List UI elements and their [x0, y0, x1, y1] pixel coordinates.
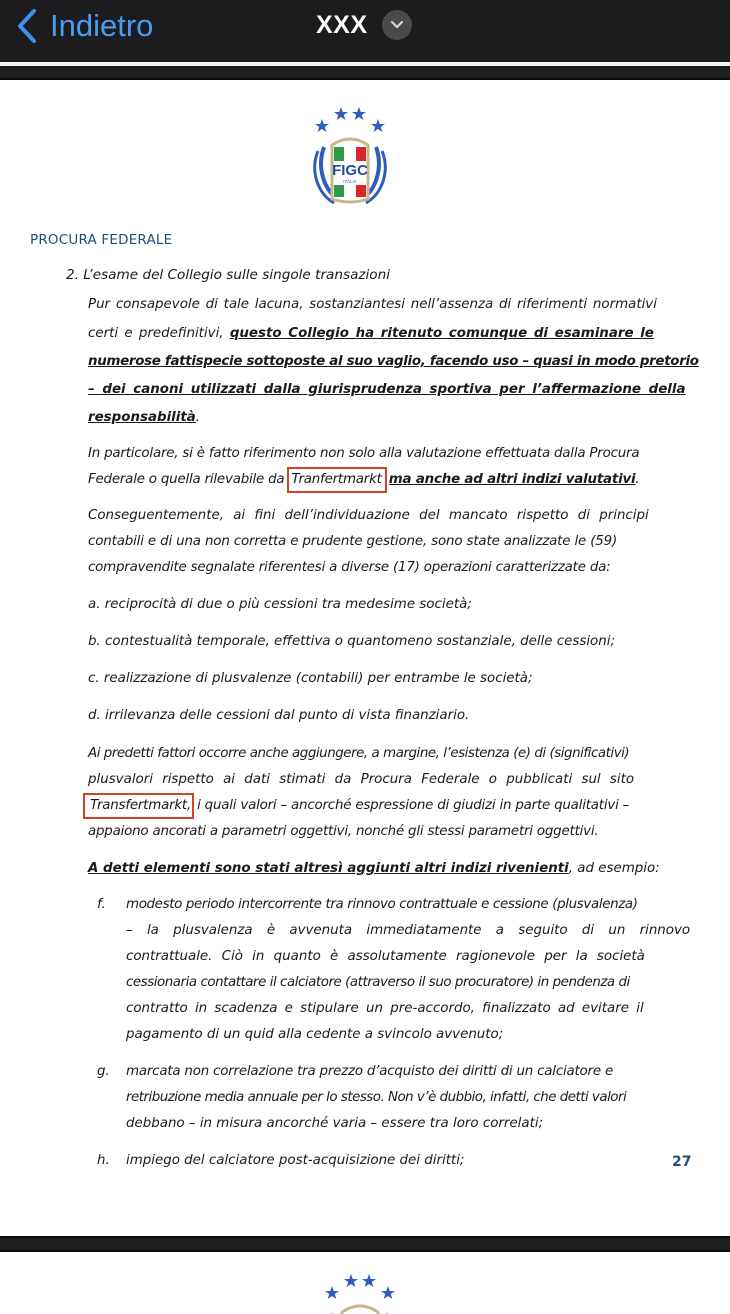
text: , ad esempio: — [568, 861, 660, 876]
highlighted-term: Tranfertmarkt — [291, 472, 382, 487]
list-item — [88, 633, 615, 651]
highlight-wrap — [88, 797, 193, 815]
document-title: XXX — [316, 10, 368, 39]
list-line: – la plusvalenza è avvenuta immediatamente a seguito di un rinnovo — [126, 923, 691, 938]
underlined-text: ma anche ad altri indizi valutativi — [388, 472, 636, 487]
list-item — [88, 596, 472, 614]
paragraph-line: compravendite segnalate riferentesi a diverse (17) operazioni caratterizzate da: — [88, 560, 611, 575]
title-menu-button[interactable] — [382, 10, 412, 40]
underlined-text: – dei canoni utilizzati dalla giurisprudenza sportiva per l’affermazione della — [88, 382, 686, 397]
paragraph-line — [88, 471, 639, 489]
text: Federale o quella rilevabile da — [88, 472, 285, 487]
back-button[interactable] — [16, 4, 153, 48]
paragraph-line — [88, 409, 200, 427]
figc-logo — [312, 95, 388, 207]
stars-icon — [325, 1274, 395, 1299]
underlined-text: numerose fattispecie sottoposte al suo vaglio, facendo uso – quasi in modo pretorio — [88, 354, 699, 369]
section-header: PROCURA FEDERALE — [30, 232, 173, 248]
highlight-wrap — [289, 471, 385, 489]
text: . — [635, 472, 640, 487]
page-gap — [0, 1236, 730, 1252]
list-line: pagamento di un quid alla cedente a svincolo avvenuto; — [126, 1027, 504, 1042]
paragraph-line: Pur consapevole di tale lacuna, sostanziantesi nell’assenza di riferimenti normativi — [88, 297, 657, 312]
title-group[interactable] — [316, 6, 412, 44]
chevron-left-icon — [16, 8, 38, 44]
navigation-bar — [0, 0, 730, 62]
paragraph-line: In particolare, si è fatto riferimento non solo alla valutazione effettuata dalla Procura — [88, 446, 640, 461]
underlined-text: responsabilità — [88, 410, 196, 425]
list-text: contestualità temporale, effettiva o quantomeno sostanziale, delle cessioni; — [105, 634, 615, 649]
list-marker: a. — [88, 597, 101, 612]
list-line: retribuzione media annuale per lo stesso. Non v’è dubbio, infatti, che detti valori — [126, 1090, 627, 1105]
text: i quali valori – ancorché espressione di giudizi in parte qualitativi – — [197, 798, 630, 813]
text: . — [195, 410, 201, 425]
underlined-text: A detti elementi sono stati altresì aggiunti altri indizi rivenienti — [88, 861, 569, 876]
figc-logo — [312, 1262, 408, 1314]
section-heading: 2. L’esame del Collegio sulle singole transazioni — [66, 267, 391, 283]
page-number: 27 — [672, 1154, 692, 1170]
list-line: impiego del calciatore post-acquisizione dei diritti; — [126, 1153, 465, 1168]
list-item — [88, 707, 469, 725]
text: certi e predefinitivi, — [88, 326, 224, 341]
logo-subtext: ITALIA — [343, 179, 357, 184]
paragraph-line: contabili e di una non corretta e prudente gestione, sono state analizzate le (59) — [88, 534, 618, 549]
list-marker: b. — [88, 634, 101, 649]
list-text: reciprocità di due o più cessioni tra medesime società; — [104, 597, 472, 612]
list-marker: h. — [97, 1153, 110, 1168]
list-line: contratto in scadenza e stipulare un pre-accordo, finalizzato ad evitare il — [126, 1001, 644, 1016]
paragraph-line — [88, 797, 629, 815]
paragraph-line — [88, 325, 654, 343]
underlined-text: questo Collegio ha ritenuto comunque di esaminare le — [229, 326, 654, 341]
highlighted-term: Transfertmarkt, — [90, 798, 192, 813]
paragraph-line: Ai predetti fattori occorre anche aggiungere, a margine, l’esistenza (e) di (significativi) — [88, 746, 630, 761]
next-document-page[interactable] — [0, 1252, 730, 1314]
list-text: realizzazione di plusvalenze (contabili) per entrambe le società; — [103, 671, 533, 686]
list-item — [88, 670, 533, 688]
chevron-down-icon — [390, 20, 404, 30]
paragraph-line — [88, 860, 660, 878]
list-line: cessionaria contattare il calciatore (attraverso il suo procuratore) in pendenza di — [126, 975, 630, 990]
document-page[interactable] — [0, 81, 730, 1236]
list-line: debbano – in misura ancorché varia – essere tra loro correlati; — [126, 1116, 544, 1131]
list-line: marcata non correlazione tra prezzo d’acquisto dei diritti di un calciatore e — [126, 1064, 613, 1079]
back-label: Indietro — [50, 8, 154, 43]
list-marker: d. — [88, 708, 101, 723]
list-line: modesto periodo intercorrente tra rinnovo contrattuale e cessione (plusvalenza) — [126, 897, 638, 912]
list-line: contrattuale. Ciò in quanto è assolutamente ragionevole per la società — [126, 949, 645, 964]
page-gap — [0, 66, 730, 80]
stars-icon — [315, 107, 385, 132]
list-marker: f. — [97, 897, 106, 912]
list-marker: g. — [97, 1064, 110, 1079]
paragraph-line: Conseguentemente, ai fini dell’individuazione del mancato rispetto di principi — [88, 508, 649, 523]
list-marker: c. — [88, 671, 100, 686]
list-text: irrilevanza delle cessioni dal punto di vista finanziario. — [105, 708, 470, 723]
logo-text: FIGC — [332, 162, 368, 179]
paragraph-line: plusvalori rispetto ai dati stimati da Procura Federale o pubblicati sul sito — [88, 772, 635, 787]
paragraph-line: appaiono ancorati a parametri oggettivi, nonché gli stessi parametri oggettivi. — [88, 824, 599, 839]
